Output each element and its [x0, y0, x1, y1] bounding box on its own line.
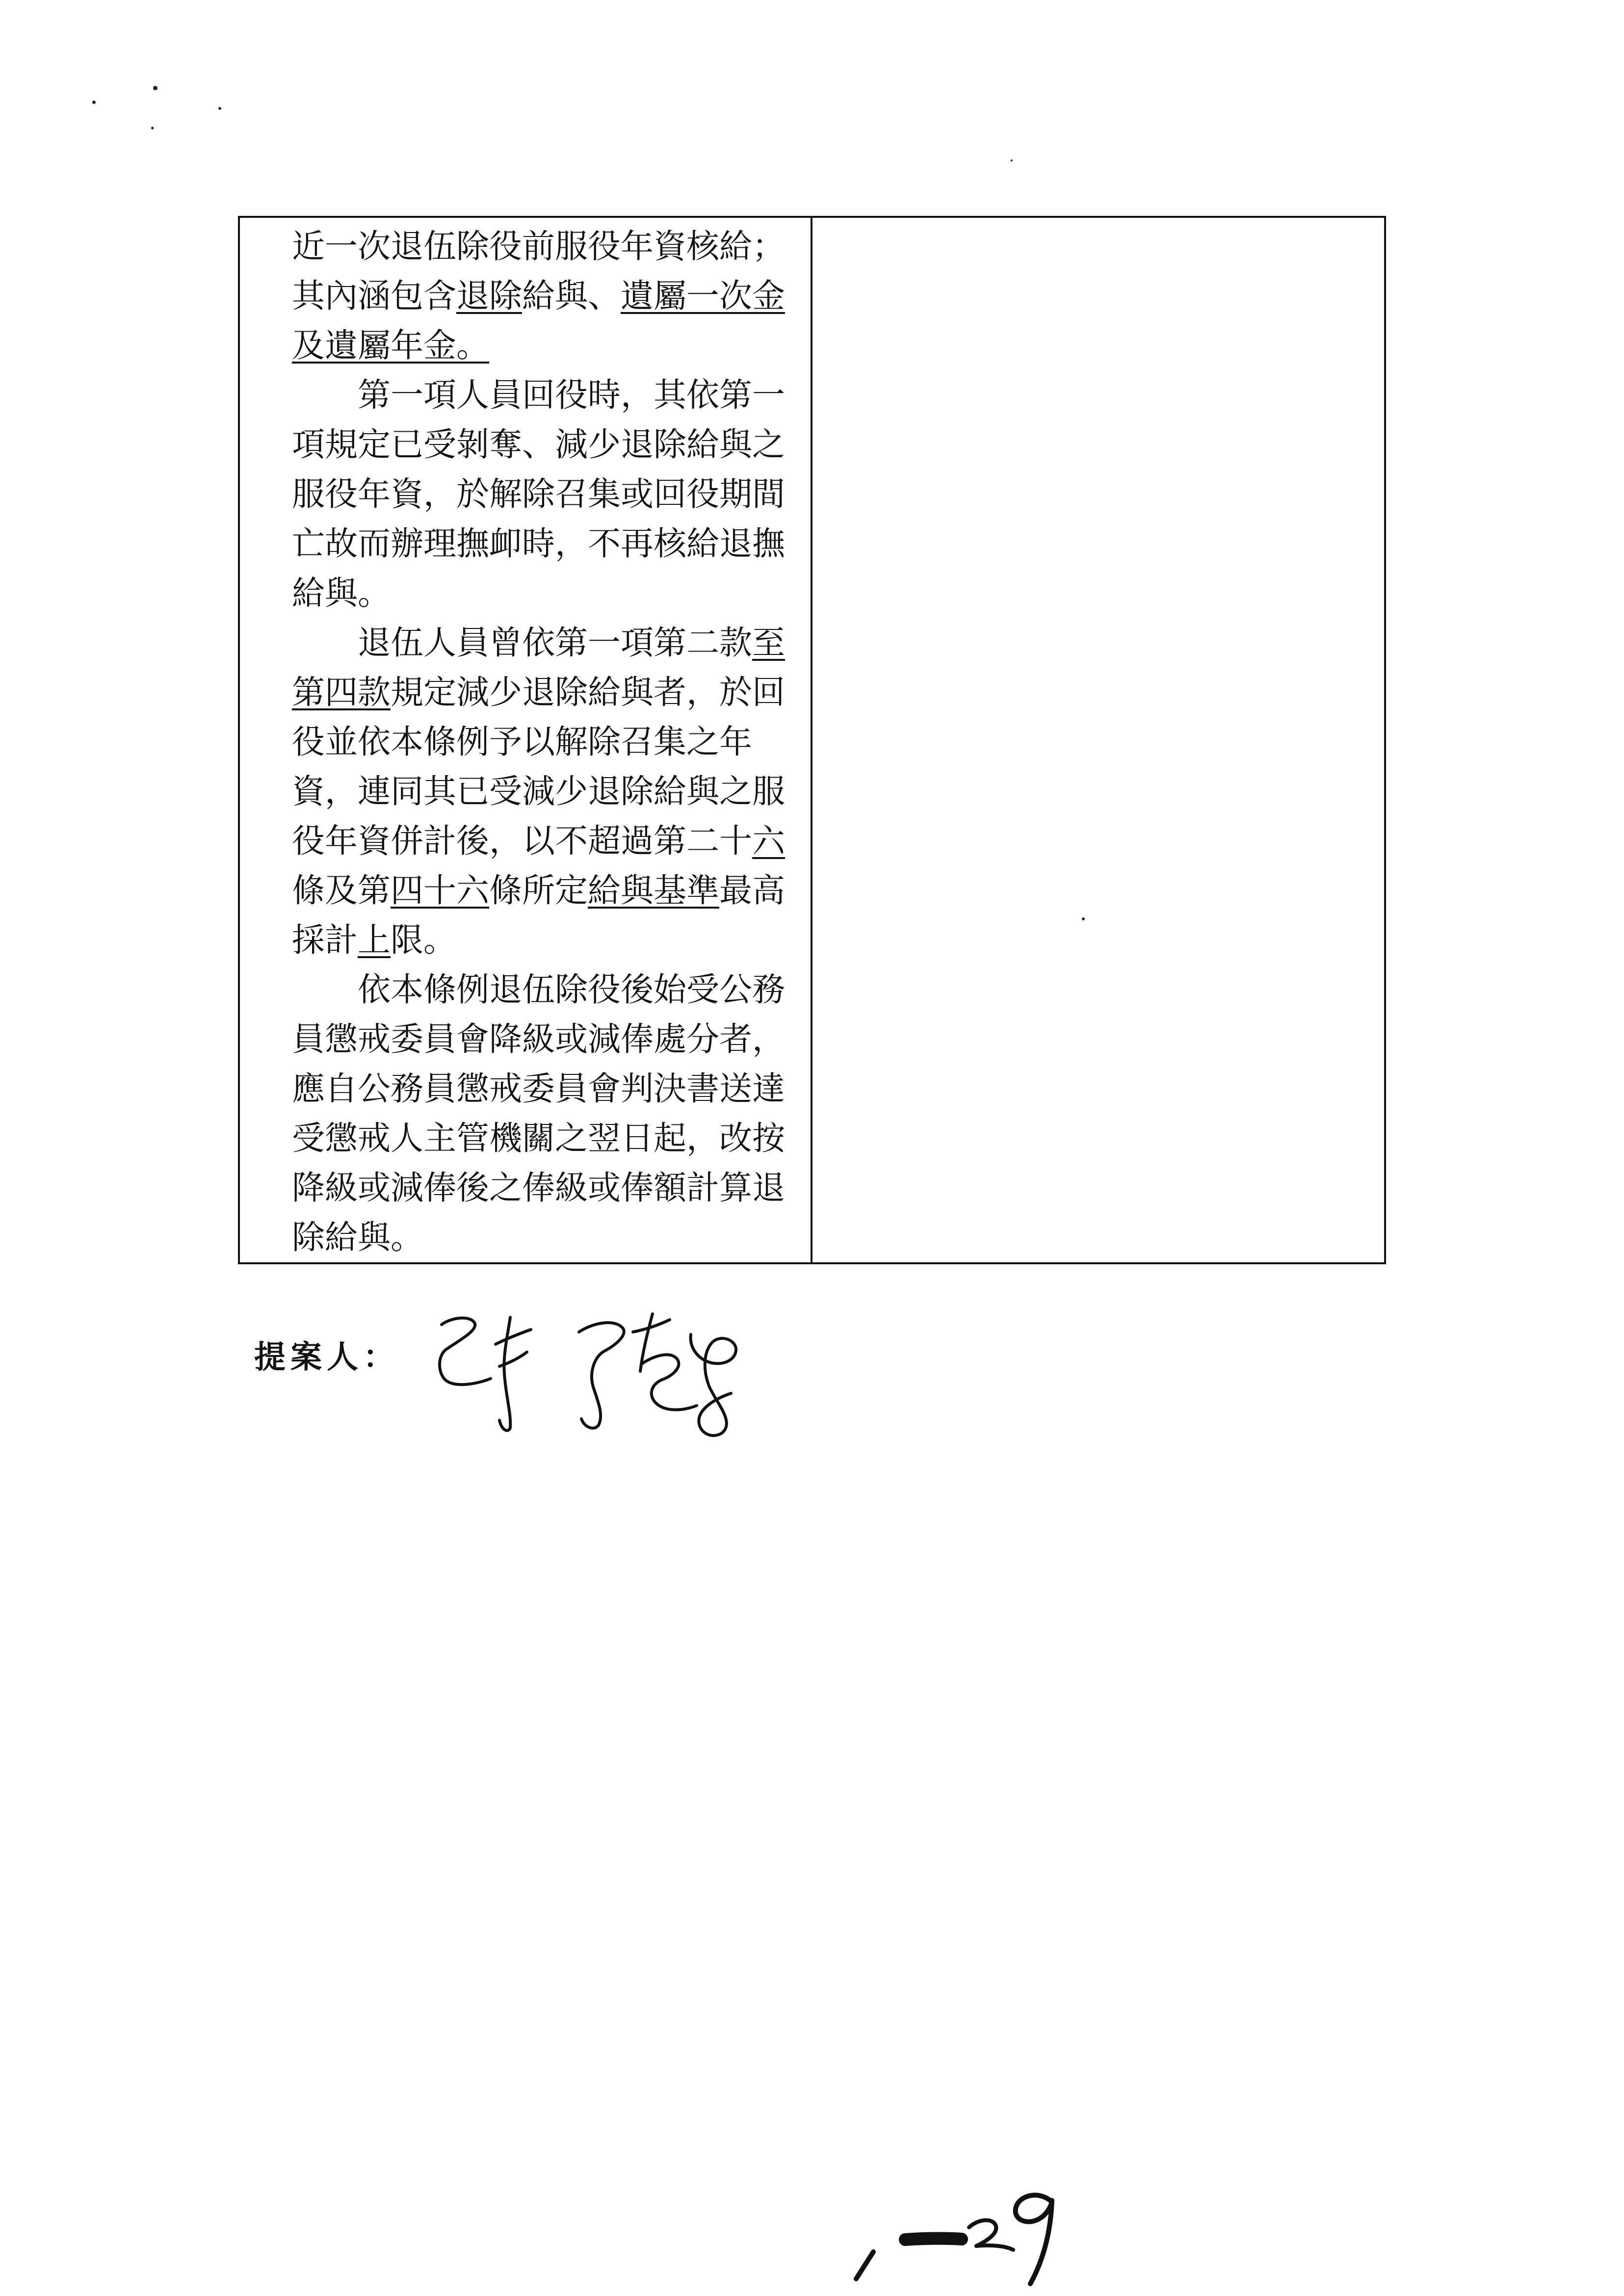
text-segment: 降級或減俸後之俸級或俸額計算退 [292, 1169, 785, 1207]
text-line [292, 519, 796, 569]
provision-paragraph [292, 618, 796, 965]
text-line [292, 1114, 796, 1163]
text-line [292, 1064, 796, 1114]
text-segment: 規定減少退除給與者，於回 [391, 673, 785, 711]
scan-speck [1011, 159, 1013, 161]
handwritten-signature [422, 1305, 756, 1442]
content-table [238, 216, 1386, 1264]
underlined-text: 第四款 [292, 673, 391, 711]
underlined-text: 上 [358, 921, 391, 959]
provision-paragraph [292, 965, 796, 1262]
proposer-label: 提案人： [254, 1339, 399, 1376]
text-segment: 條及第 [292, 871, 391, 910]
text-line [292, 816, 796, 866]
text-line [292, 618, 796, 668]
text-line [292, 1163, 796, 1213]
text-segment: 受懲戒人主管機關之翌日起，改按 [292, 1119, 785, 1157]
text-line [292, 1213, 796, 1262]
text-segment: 限。 [391, 921, 456, 959]
text-line [292, 767, 796, 816]
provision-paragraph [292, 370, 796, 618]
text-segment: 採計 [292, 921, 358, 959]
text-line [292, 222, 796, 271]
table-left-cell [239, 217, 812, 1263]
scan-speck [151, 127, 154, 130]
text-segment: 除給與。 [292, 1218, 423, 1256]
text-line [292, 470, 796, 519]
scan-speck [153, 86, 157, 90]
scan-speck [218, 107, 221, 110]
text-line [292, 668, 796, 717]
text-segment: 應自公務員懲戒委員會判決書送達 [292, 1070, 785, 1108]
text-line [292, 271, 796, 321]
text-line [292, 717, 796, 767]
underlined-text: 給與基準 [588, 871, 719, 910]
text-segment: 服役年資，於解除召集或回役期間 [292, 475, 785, 513]
text-line [292, 915, 796, 965]
text-segment: 員懲戒委員會降級或減俸處分者， [292, 1020, 785, 1058]
underlined-text: 至 [752, 624, 785, 662]
text-segment: 項規定已受剝奪、減少退除給與之 [292, 425, 785, 464]
text-segment: 最高 [719, 871, 785, 910]
text-line [292, 965, 796, 1015]
text-line [292, 370, 796, 420]
text-segment: 其內涵包含 [292, 277, 456, 315]
underlined-text: 遺屬一次金 [621, 277, 785, 315]
text-segment: 役年資併計後，以不超過第二十 [292, 822, 752, 860]
text-segment: 亡故而辦理撫卹時，不再核給退撫 [292, 524, 785, 563]
underlined-text: 及遺屬年金。 [292, 326, 489, 365]
provision-paragraph [292, 222, 796, 370]
text-line [292, 1015, 796, 1064]
text-segment: 資，連同其已受減少退除給與之服 [292, 772, 785, 810]
provision-text [240, 218, 811, 1262]
text-line [292, 569, 796, 618]
text-segment: 第一項人員回役時，其依第一 [358, 376, 785, 414]
underlined-text: 六 [752, 822, 785, 860]
text-segment: 條所定 [489, 871, 588, 910]
text-line [292, 420, 796, 470]
text-segment: 給與。 [292, 574, 391, 612]
handwritten-page-number [844, 2178, 1070, 2286]
table-right-cell [812, 217, 1385, 1263]
underlined-text: 退除 [456, 277, 522, 315]
text-segment: 役並依本條例予以解除召集之年 [292, 723, 752, 761]
underlined-text: 四十六 [391, 871, 489, 910]
text-segment: 給與、 [522, 277, 621, 315]
text-line [292, 866, 796, 915]
text-segment: 退伍人員曾依第一項第二款 [358, 624, 752, 662]
scan-speck [92, 101, 96, 104]
text-segment: 近一次退伍除役前服役年資核給； [292, 227, 785, 265]
text-segment: 依本條例退伍除役後始受公務 [358, 970, 785, 1009]
text-line [292, 321, 796, 370]
